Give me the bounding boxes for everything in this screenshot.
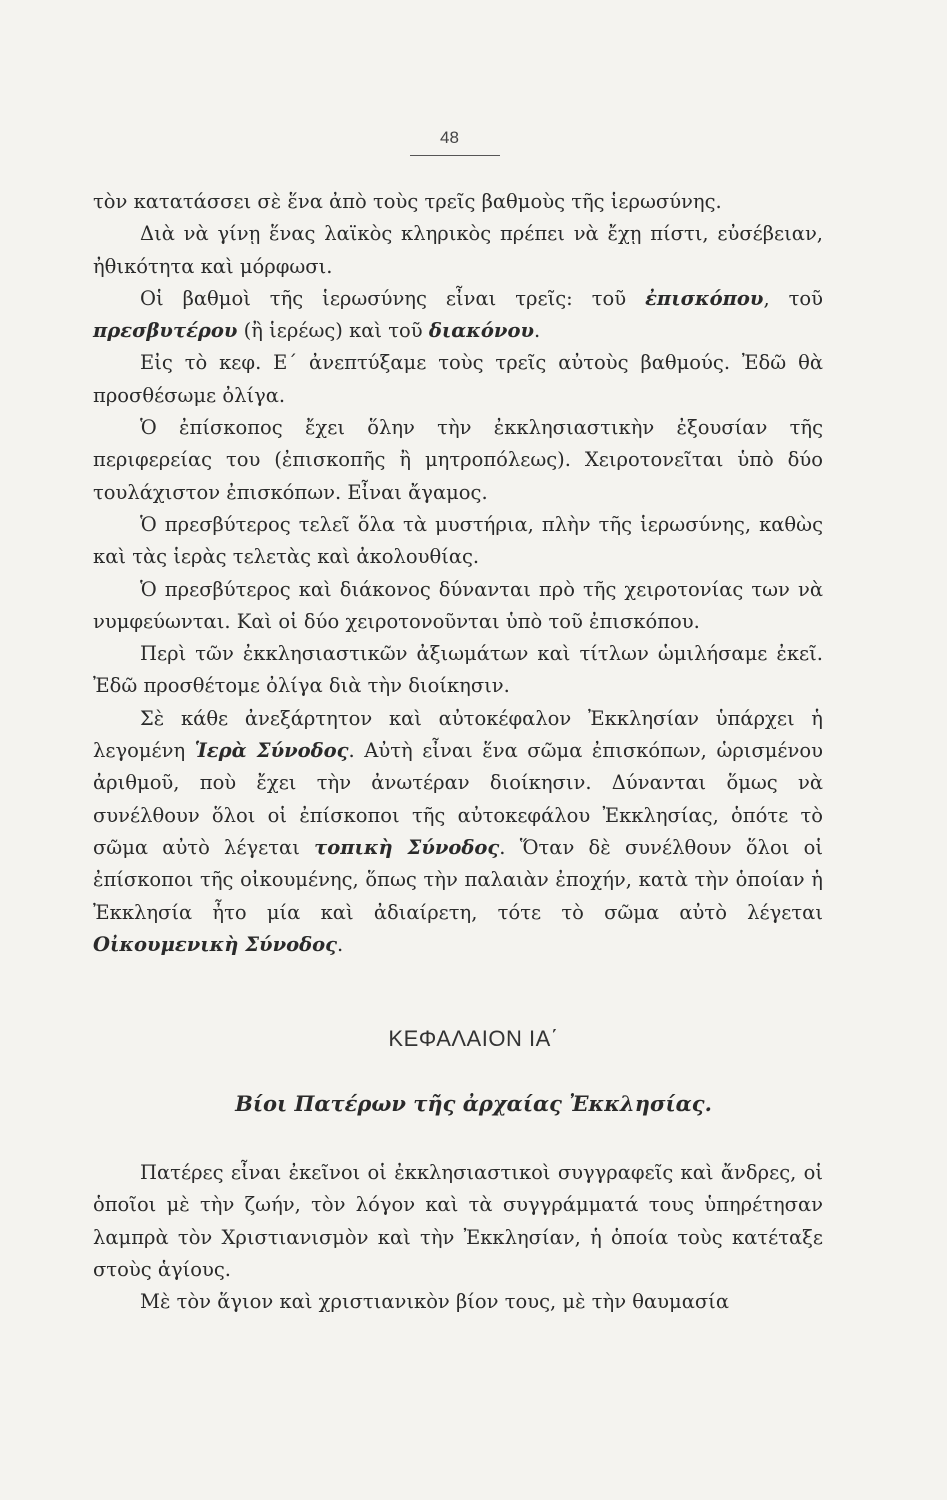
paragraph — [93, 509, 823, 574]
text-run: Σὲ κάθε ἀνεξάρτητον καὶ αὐτοκέφαλον Ἐκκλησίαν ὑπάρχει ἡ λεγομένη — [93, 706, 823, 763]
paragraph — [93, 638, 823, 703]
paragraph — [93, 574, 823, 639]
text-run: . Ὅταν δὲ συνέλθουν ὅλοι οἱ ἐπίσκοποι τῆς οἰκουμένης, ὅπως τὴν παλαιὰν ἐποχήν, κατὰ τὴν ὁποίαν ἡ Ἐκκλησία ἦτο μία καὶ ἀδιαίρετη, τότε τὸ σῶμα αὐτὸ λέγεται — [93, 835, 823, 924]
page-number: 48 — [440, 128, 459, 147]
text-run: Ὁ πρεσβύτερος τελεῖ ὅλα τὰ μυστήρια, πλὴν τῆς ἱερωσύνης, καθὼς καὶ τὰς ἱερὰς τελετὰς καὶ ἀκολουθίας. — [93, 512, 823, 569]
chapter-title: ΚΕΦΑΛΑΙΟΝ ΙΑ΄ — [388, 1026, 559, 1051]
body-text-top — [93, 186, 823, 961]
text-run: Περὶ τῶν ἐκκλησιαστικῶν ἀξιωμάτων καὶ τίτλων ὡμιλήσαμε ἐκεῖ. Ἐδῶ προσθέτομε ὀλίγα διὰ τὴν διοίκησιν. — [93, 642, 823, 698]
text-run: Οἱ βαθμοὶ τῆς ἱερωσύνης εἶναι τρεῖς: τοῦ — [140, 286, 646, 310]
paragraph — [93, 1157, 823, 1286]
emphasized-term: τοπικὴ Σύνοδος — [314, 835, 500, 859]
emphasized-term: Ἱερὰ Σύνοδος — [194, 739, 349, 763]
text-run: Ὁ ἐπίσκοπος ἔχει ὅλην τὴν ἐκκλησιαστικὴν ἐξουσίαν τῆς περιφερείας του (ἐπισκοπῆς ἢ μητροπόλεως). Χειροτονεῖται ὑπὸ δύο τουλάχιστον ἐπισκόπων. Εἶναι ἄγαμος. — [93, 416, 823, 504]
paragraph — [93, 283, 823, 348]
text-run: . Αὐτὴ εἶναι ἕνα σῶμα ἐπισκόπων, ὡρισμένου ἀριθμοῦ, ποὺ ἔχει τὴν ἀνωτέραν διοίκησιν. Δύνανται ὅμως νὰ συνέλθουν ὅλοι οἱ ἐπίσκοποι τῆς αὐτοκεφάλου Ἐκκλησίας, ὁπότε τὸ σῶμα αὐτὸ λέγεται — [93, 739, 823, 859]
text-run: Μὲ τὸν ἅγιον καὶ χριστιανικὸν βίον τους, μὲ τὴν θαυμασία — [140, 1290, 729, 1314]
paragraph — [93, 347, 823, 412]
text-run: Πατέρες εἶναι ἐκεῖνοι οἱ ἐκκλησιαστικοὶ συγγραφεῖς καὶ ἄνδρες, οἱ ὁποῖοι μὲ τὴν ζωήν, τὸν λόγον καὶ τὰ συγγράμματά τους ὑπηρέτησαν λαμπρὰ τὸν Χριστιανισμὸν καὶ τὴν Ἐκκλησίαν, ἡ ὁποία τοὺς κατέταξε στοὺς ἁγίους. — [93, 1161, 823, 1281]
text-run: . — [337, 932, 344, 956]
paragraph — [93, 186, 823, 218]
chapter-subtitle: Βίοι Πατέρων τῆς ἀρχαίας Ἐκκλησίας. — [235, 1091, 712, 1116]
paragraph — [93, 703, 823, 961]
text-run: τὸν κατατάσσει σὲ ἕνα ἀπὸ τοὺς τρεῖς βαθμοὺς τῆς ἱερωσύνης. — [93, 190, 722, 213]
text-run: Εἰς τὸ κεφ. Ε΄ ἀνεπτύξαμε τοὺς τρεῖς αὐτοὺς βαθμούς. Ἐδῶ θὰ προσθέσωμε ὀλίγα. — [93, 351, 823, 407]
paragraph — [93, 1286, 823, 1318]
emphasized-term: πρεσβυτέρου — [93, 319, 238, 343]
emphasized-term: διακόνου — [428, 319, 534, 343]
paragraph — [93, 412, 823, 509]
text-run: Ὁ πρεσβύτερος καὶ διάκονος δύνανται πρὸ τῆς χειροτονίας των νὰ νυμφεύωνται. Καὶ οἱ δύο χειροτονοῦνται ὑπὸ τοῦ ἐπισκόπου. — [93, 577, 823, 633]
body-text-bottom — [93, 1157, 823, 1318]
emphasized-term: ἐπισκόπου — [645, 286, 764, 310]
emphasized-term: Οἰκουμενικὴ Σύνοδος — [93, 932, 337, 956]
text-run: (ἢ ἱερέως) καὶ τοῦ — [237, 319, 429, 343]
page-number-rule — [410, 155, 500, 156]
text-run: Διὰ νὰ γίνῃ ἕνας λαϊκὸς κληρικὸς πρέπει νὰ ἔχῃ πίστι, εὐσέβειαν, ἠθικότητα καὶ μόρφωσι. — [93, 222, 823, 278]
text-run: . — [534, 319, 541, 343]
paragraph — [93, 218, 823, 283]
text-run: , τοῦ — [763, 286, 824, 310]
